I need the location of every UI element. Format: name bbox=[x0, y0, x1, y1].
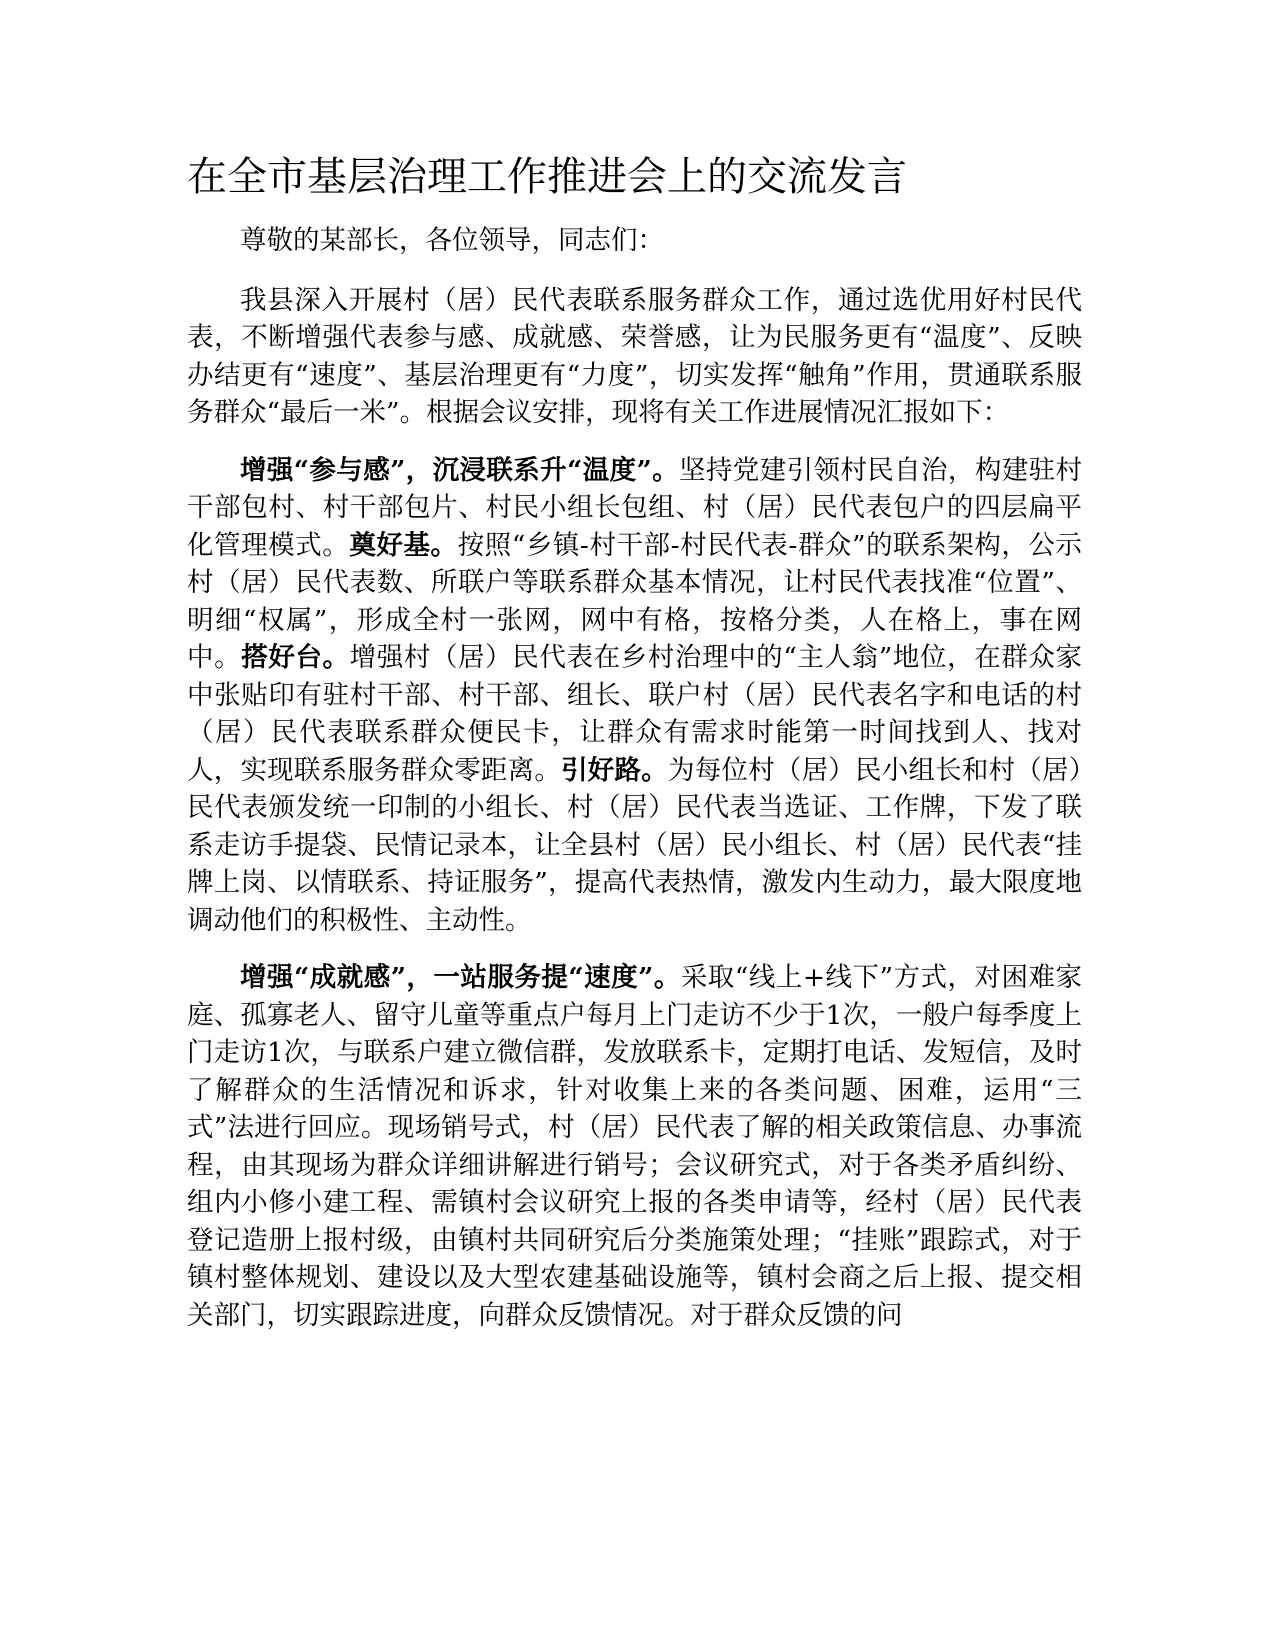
section-1-text-1: 坚持党建引领村民自治，构建驻村干部包村、村干部包片、村民小组长包组、村（居）民代表包户的四层扁平化管理模式。 bbox=[187, 454, 1082, 561]
section-1-paragraph bbox=[187, 452, 1082, 940]
section-2-text-1: 采取“线上+线下”方式，对困难家庭、孤寡老人、留守儿童等重点户每月上门走访不少于1次，一般户每季度上门走访1次，与联系户建立微信群，发放联系卡，定期打电话、发短信，及时了解群众的生活情况和诉求，针对收集上来的各类问题、困难，运用“三式”法进行回应。现场销号式，村（居）民代表了解的相关政策信息、办事流程，由其现场为群众详细讲解进行销号；会议研究式，对于各类矛盾纠纷、组内小修小建工程、需镇村会议研究上报的各类申请等，经村（居）民代表登记造册上报村级，由镇村共同研究后分类施策处理；“挂账”跟踪式，对于镇村整体规划、建设以及大型农建基础设施等，镇村会商之后上报、提交相关部门，切实跟踪进度，向群众反馈情况。对于群众反馈的问 bbox=[187, 962, 1082, 1331]
salutation: 尊敬的某部长，各位领导，同志们： bbox=[240, 225, 664, 256]
section-1-subheading-3: 引好路。 bbox=[561, 754, 668, 786]
section-1-subheading-1: 奠好基。 bbox=[349, 529, 458, 561]
section-1-text-4: 为每位村（居）民小组长和村（居）民代表颁发统一印制的小组长、村（居）民代表当选证、工作牌，下发了联系走访手提袋、民情记录本，让全县村（居）民小组长、村（居）民代表“挂牌上岗、以情联系、持证服务”，提高代表热情，激发内生动力，最大限度地调动他们的积极性、主动性。 bbox=[187, 754, 1083, 936]
section-1-heading: 增强“参与感”，沉浸联系升“温度”。 bbox=[240, 454, 680, 486]
section-2-heading: 增强“成就感”，一站服务提“速度”。 bbox=[240, 962, 681, 993]
section-2-paragraph bbox=[187, 959, 1082, 1334]
section-1-text-3: 增强村（居）民代表在乡村治理中的“主人翁”地位，在群众家中张贴印有驻村干部、村干部、组长、联户村（居）民代表名字和电话的村（居）民代表联系群众便民卡，让群众有需求时能第一时间找到人、找对人，实现联系服务群众零距离。 bbox=[187, 642, 1083, 786]
section-1-text-2: 按照“乡镇-村干部-村民代表-群众”的联系架构，公示村（居）民代表数、所联户等联系群众基本情况，让村民代表找准“位置”、明细“权属”，形成全村一张网，网中有格，按格分类，人在格上，事在网中。 bbox=[187, 529, 1083, 673]
document-page bbox=[187, 150, 1082, 1354]
section-1-subheading-2: 搭好台。 bbox=[241, 642, 350, 673]
intro-paragraph: 我县深入开展村（居）民代表联系服务群众工作，通过选优用好村民代表，不断增强代表参与感、成就感、荣誉感，让为民服务更有“温度”、反映办结更有“速度”、基层治理更有“力度”，切实发挥“触角”作用，贯通联系服务群众“最后一米”。根据会议安排，现将有关工作进展情况汇报如下： bbox=[187, 284, 1082, 428]
document-title: 在全市基层治理工作推进会上的交流发言 bbox=[187, 154, 907, 200]
